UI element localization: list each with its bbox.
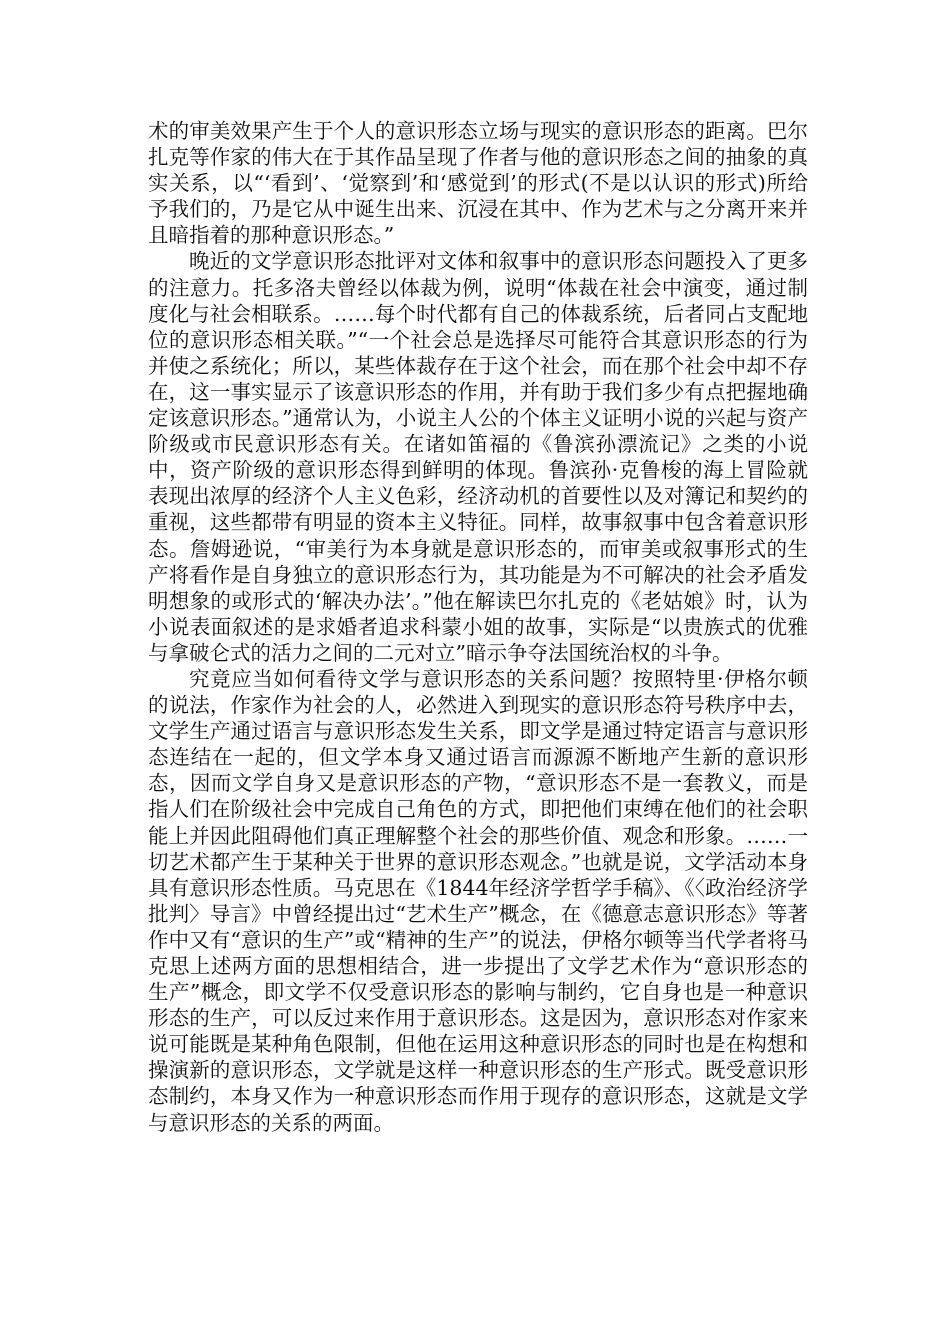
document-page: [148, 118, 808, 1136]
paragraph-genre-narrative: 晚近的文学意识形态批评对文体和叙事中的意识形态问题投入了更多的注意力。托多洛夫曾经以体裁为例，说明“体裁在社会中演变，通过制度化与社会相联系。……每个时代都有自己的体裁系统，后者同占支配地位的意识形态相关联。”“一个社会总是选择尽可能符合其意识形态的行为并使之系统化；所以，某些体裁存在于这个社会，而在那个社会中却不存在，这一事实显示了该意识形态的作用，并有助于我们多少有点把握地确定该意识形态。”通常认为，小说主人公的个体主义证明小说的兴起与资产阶级或市民意识形态有关。在诸如笛福的《鲁滨孙漂流记》之类的小说中，资产阶级的意识形态得到鲜明的体现。鲁滨孙·克鲁梭的海上冒险就表现出浓厚的经济个人主义色彩，经济动机的首要性以及对簿记和契约的重视，这些都带有明显的资本主义特征。同样，故事叙事中包含着意识形态。詹姆逊说，“审美行为本身就是意识形态的，而审美或叙事形式的生产将看作是自身独立的意识形态行为，其功能是为不可解决的社会矛盾发明想象的或形式的‘解决办法’。”他在解读巴尔扎克的《老姑娘》时，认为小说表面叙述的是求婚者追求科蒙小姐的故事，实际是“以贵族式的优雅与拿破仑式的活力之间的二元对立”暗示争夺法国统治权的斗争。: [148, 249, 808, 665]
paragraph-literature-ideology: 究竟应当如何看待文学与意识形态的关系问题？按照特里·伊格尔顿的说法，作家作为社会的人，必然进入到现实的意识形态符号秩序中去，文学生产通过语言与意识形态发生关系，即文学是通过特定语言与意识形态连结在一起的，但文学本身又通过语言而源源不断地产生新的意识形态，因而文学自身又是意识形态的产物，“意识形态不是一套教义，而是指人们在阶级社会中完成自己角色的方式，即把他们束缚在他们的社会职能上并因此阻碍他们真正理解整个社会的那些价值、观念和形象。……一切艺术都产生于某种关于世界的意识形态观念。”也就是说，文学活动本身具有意识形态性质。马克思在《1844年经济学哲学手稿》、《〈政治经济学批判〉导言》中曾经提出过“艺术生产”概念，在《德意志意识形态》等著作中又有“意识的生产”或“精神的生产”的说法，伊格尔顿等当代学者将马克思上述两方面的思想相结合，进一步提出了文学艺术作为“意识形态的生产”概念，即文学不仅受意识形态的影响与制约，它自身也是一种意识形态的生产，可以反过来作用于意识形态。这是因为，意识形态对作家来说可能既是某种角色限制，但他在运用这种意识形态的同时也是在构想和操演新的意识形态，文学就是这样一种意识形态的生产形式。既受意识形态制约，本身又作为一种意识形态而作用于现存的意识形态，这就是文学与意识形态的关系的两面。: [148, 666, 808, 1135]
paragraph-continued: 术的审美效果产生于个人的意识形态立场与现实的意识形态的距离。巴尔扎克等作家的伟大在于其作品呈现了作者与他的意识形态之间的抽象的真实关系，以“‘看到’、‘觉察到’和‘感觉到’的形式(不是以认识的形式)所给予我们的，乃是它从中诞生出来、沉浸在其中、作为艺术与之分离开来并且暗指着的那种意识形态。”: [148, 119, 808, 248]
